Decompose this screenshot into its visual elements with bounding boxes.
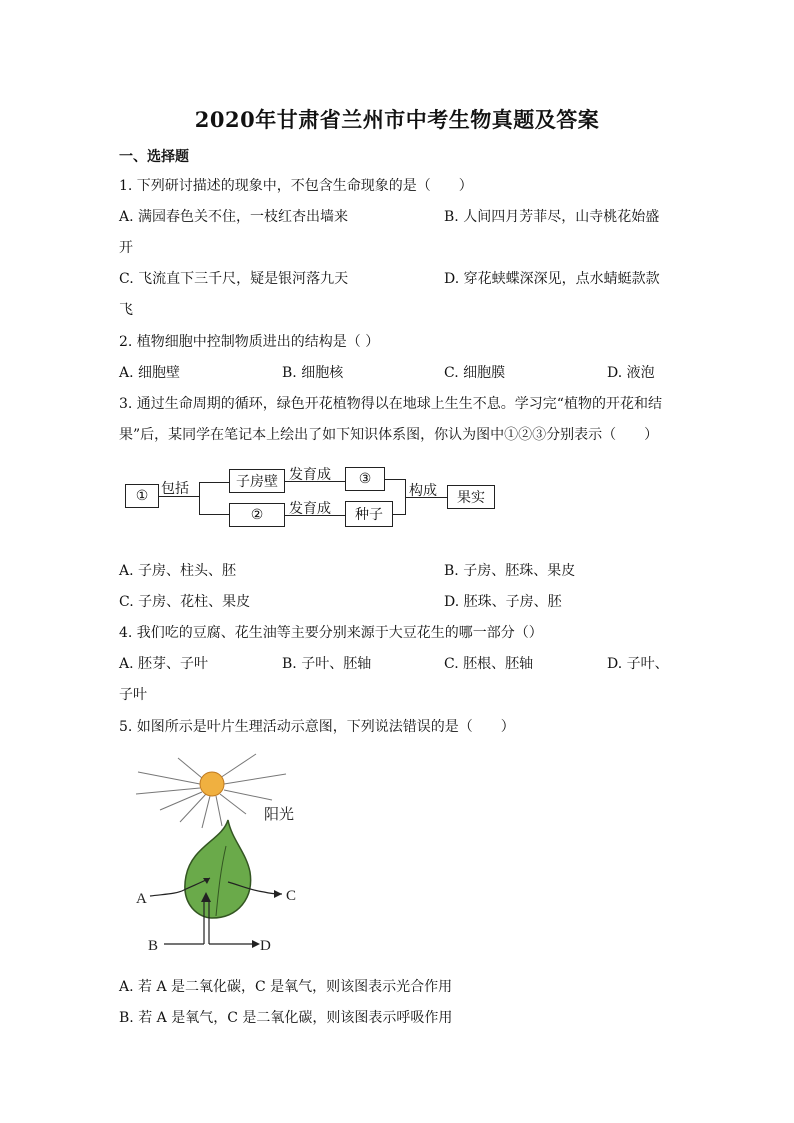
document-title: 2020年甘肃省兰州市中考生物真题及答案 [194,107,600,132]
arrow-c-head [274,890,282,898]
diagram-box-2: ② [229,503,285,527]
sun-icon [200,772,224,796]
label-d: D [260,938,271,954]
question-2-stem: 2. 植物细胞中控制物质进出的结构是（ ） [119,334,380,350]
diagram-compose-label: 构成 [409,483,437,499]
question-4-option-a: A. 胚芽、子叶 [119,656,209,672]
question-1-option-d-continued: 飞 [119,302,133,318]
question-3-option-d: D. 胚珠、子房、胚 [444,594,562,610]
question-1-stem: 1. 下列研讨描述的现象中，不包含生命现象的是（ ） [119,178,473,194]
connector-line [199,514,229,515]
label-a: A [136,891,147,907]
question-3-stem-line-1: 3. 通过生命周期的循环，绿色开花植物得以在地球上生生不息。学习完“植物的开花和结 [119,396,662,412]
question-1-option-a: A. 满园春色关不住，一枝红杏出墙来 [119,209,349,225]
diagram-box-1: ① [125,484,159,508]
question-2-option-d: D. 液泡 [607,365,655,381]
section-heading: 一、选择题 [119,149,189,165]
knowledge-diagram [119,462,509,534]
question-5-option-b: B. 若 A 是氧气，C 是二氧化碳，则该图表示呼吸作用 [119,1010,453,1026]
connector-line [393,514,405,515]
question-4-option-d-continued: 子叶 [119,687,147,703]
label-b: B [148,938,159,954]
question-4-option-d: D. 子叶、 [607,656,669,672]
label-c: C [286,888,297,904]
question-4-stem: 4. 我们吃的豆腐、花生油等主要分别来源于大豆花生的哪一部分（） [119,625,543,641]
question-1-option-c: C. 飞流直下三千尺，疑是银河落九天 [119,271,349,287]
question-4-option-b: B. 子叶、胚轴 [282,656,372,672]
diagram-develop-label-1: 发育成 [289,467,331,483]
d-arrow-head [252,940,260,948]
question-4-option-c: C. 胚根、胚轴 [444,656,534,672]
question-1-option-d: D. 穿花蛱蝶深深见，点水蜻蜓款款 [444,271,660,287]
question-2-option-c: C. 细胞膜 [444,365,506,381]
question-3-option-a: A. 子房、柱头、胚 [119,563,237,579]
question-3-option-c: C. 子房、花柱、果皮 [119,594,251,610]
question-3-stem-line-2: 果”后，某同学在笔记本上绘出了如下知识体系图，你认为图中①②③分别表示（ ） [119,427,659,443]
question-5-stem: 5. 如图所示是叶片生理活动示意图，下列说法错误的是（ ） [119,719,515,735]
question-2-option-a: A. 细胞壁 [119,365,181,381]
diagram-fruit-box: 果实 [447,485,495,509]
diagram-seed-box: 种子 [345,501,393,527]
sunlight-label: 阳光 [264,807,295,823]
diagram-include-label: 包括 [161,481,189,497]
leaf-activity-figure [130,748,330,956]
diagram-box-3: ③ [345,467,385,491]
question-3-option-b: B. 子房、胚珠、果皮 [444,563,576,579]
question-5-option-a: A. 若 A 是二氧化碳，C 是氧气，则该图表示光合作用 [119,979,453,995]
connector-line [199,482,229,483]
question-2-option-b: B. 细胞核 [282,365,344,381]
question-1-option-b: B. 人间四月芳菲尽，山寺桃花始盛 [444,209,660,225]
diagram-develop-label-2: 发育成 [289,501,331,517]
connector-line [199,482,200,514]
diagram-ovary-wall-box: 子房壁 [229,469,285,493]
connector-line [385,479,405,480]
question-1-option-b-continued: 开 [119,240,133,256]
